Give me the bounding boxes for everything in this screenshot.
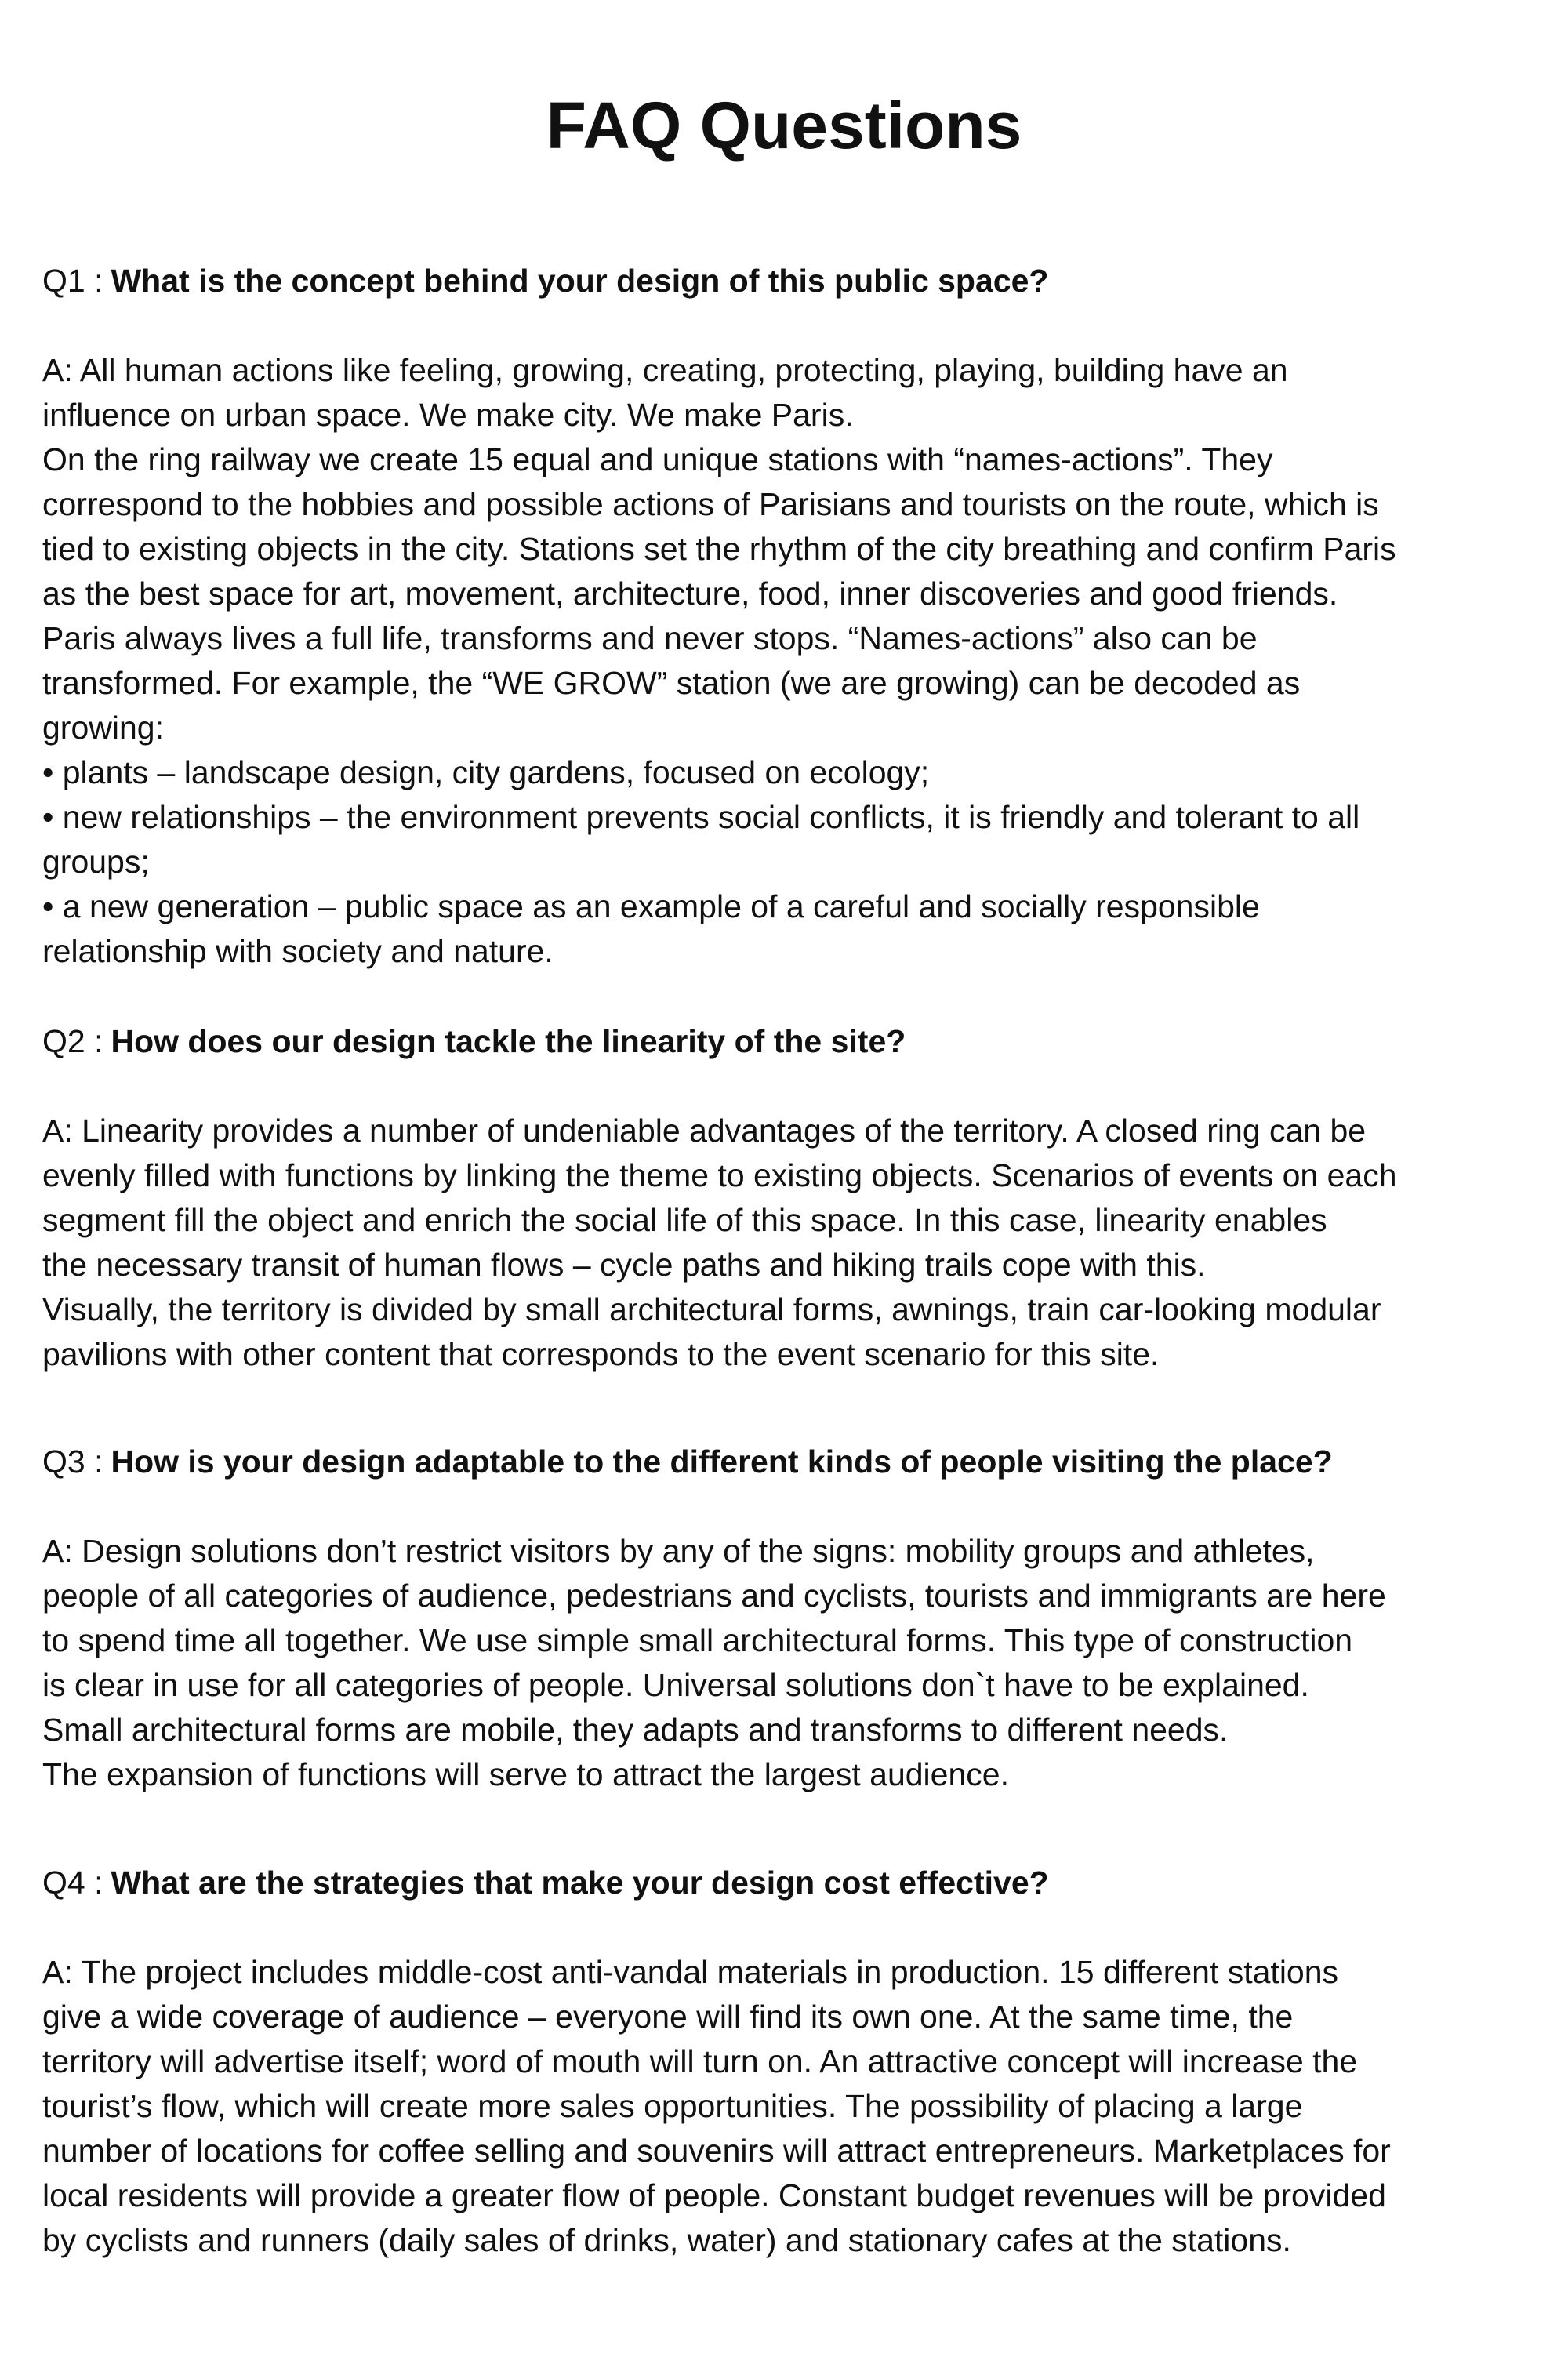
answer-line: local residents will provide a greater flow of people. Constant budget revenues will be provided (42, 2177, 1386, 2213)
answer-line: A: The project includes middle-cost anti-vandal materials in production. 15 different stations (42, 1954, 1339, 1990)
answer-line: A: All human actions like feeling, growing, creating, protecting, playing, building have an (42, 352, 1288, 388)
question-1 (42, 259, 1532, 303)
answer-line: influence on urban space. We make city. We make Paris. (42, 397, 854, 433)
answer-line: people of all categories of audience, pedestrians and cyclists, tourists and immigrants are here (42, 1578, 1386, 1614)
page-title: FAQ Questions (546, 89, 1022, 162)
faq-item-2 (42, 1019, 1532, 1377)
answer-line: A: Design solutions don’t restrict visitors by any of the signs: mobility groups and athletes, (42, 1533, 1315, 1569)
answer-line: segment fill the object and enrich the social life of this space. In this case, linearity enables (42, 1202, 1327, 1238)
bullet-line: • a new generation – public space as an example of a careful and socially responsible (42, 888, 1260, 924)
answer-line: The expansion of functions will serve to attract the largest audience. (42, 1756, 1009, 1792)
answer-line: the necessary transit of human flows – cycle paths and hiking trails cope with this. (42, 1247, 1206, 1283)
answer-line: give a wide coverage of audience – everyone will find its own one. At the same time, the (42, 1999, 1294, 2035)
question-number: Q2 : (42, 1023, 103, 1059)
answer-line: by cyclists and runners (daily sales of drinks, water) and stationary cafes at the stations. (42, 2222, 1291, 2258)
answer-line: A: Linearity provides a number of undeniable advantages of the territory. A closed ring can be (42, 1113, 1367, 1149)
answer-line: evenly filled with functions by linking the theme to existing objects. Scenarios of events on each (42, 1157, 1397, 1193)
answer-line: groups; (42, 844, 150, 880)
question-number: Q1 : (42, 263, 103, 299)
question-number: Q4 : (42, 1865, 103, 1901)
answer-line: number of locations for coffee selling and souvenirs will attract entrepreneurs. Marketplaces for (42, 2133, 1391, 2169)
question-3 (42, 1440, 1532, 1484)
answer-2 (42, 1109, 1532, 1377)
answer-line: tourist’s flow, which will create more sales opportunities. The possibility of placing a large (42, 2088, 1303, 2124)
question-2 (42, 1019, 1532, 1064)
question-text: What is the concept behind your design of this public space? (111, 263, 1049, 299)
answer-line: Visually, the territory is divided by small architectural forms, awnings, train car-looking modular (42, 1291, 1381, 1327)
answer-line: pavilions with other content that corresponds to the event scenario for this site. (42, 1336, 1160, 1372)
answer-line: On the ring railway we create 15 equal and unique stations with “names-actions”. They (42, 441, 1273, 477)
answer-4 (42, 1950, 1532, 2263)
answer-1 (42, 348, 1532, 974)
answer-line: Paris always lives a full life, transforms and never stops. “Names-actions” also can be (42, 620, 1258, 656)
answer-line: relationship with society and nature. (42, 933, 554, 969)
bullet-line: • plants – landscape design, city gardens, focused on ecology; (42, 754, 930, 790)
answer-line: transformed. For example, the “WE GROW” station (we are growing) can be decoded as (42, 665, 1301, 701)
answer-line: is clear in use for all categories of people. Universal solutions don`t have to be explained. (42, 1667, 1309, 1703)
faq-item-1 (42, 259, 1532, 974)
answer-line: correspond to the hobbies and possible actions of Parisians and tourists on the route, which is (42, 486, 1379, 522)
faq-item-3 (42, 1440, 1532, 1797)
answer-line: growing: (42, 710, 164, 746)
answer-3 (42, 1529, 1532, 1797)
answer-line: territory will advertise itself; word of mouth will turn on. An attractive concept will increase the (42, 2043, 1358, 2079)
answer-line: as the best space for art, movement, architecture, food, inner discoveries and good friends. (42, 576, 1338, 612)
bullet-line: • new relationships – the environment prevents social conflicts, it is friendly and tolerant to all (42, 799, 1360, 835)
question-text: How does our design tackle the linearity of the site? (111, 1023, 906, 1059)
question-number: Q3 : (42, 1443, 103, 1480)
question-text: How is your design adaptable to the different kinds of people visiting the place? (111, 1443, 1333, 1480)
answer-line: to spend time all together. We use simple small architectural forms. This type of construction (42, 1622, 1353, 1658)
faq-item-4 (42, 1861, 1532, 2263)
question-4 (42, 1861, 1532, 1905)
answer-line: Small architectural forms are mobile, they adapts and transforms to different needs. (42, 1712, 1229, 1748)
question-text: What are the strategies that make your design cost effective? (111, 1865, 1049, 1901)
answer-line: tied to existing objects in the city. Stations set the rhythm of the city breathing and confirm Paris (42, 531, 1396, 567)
